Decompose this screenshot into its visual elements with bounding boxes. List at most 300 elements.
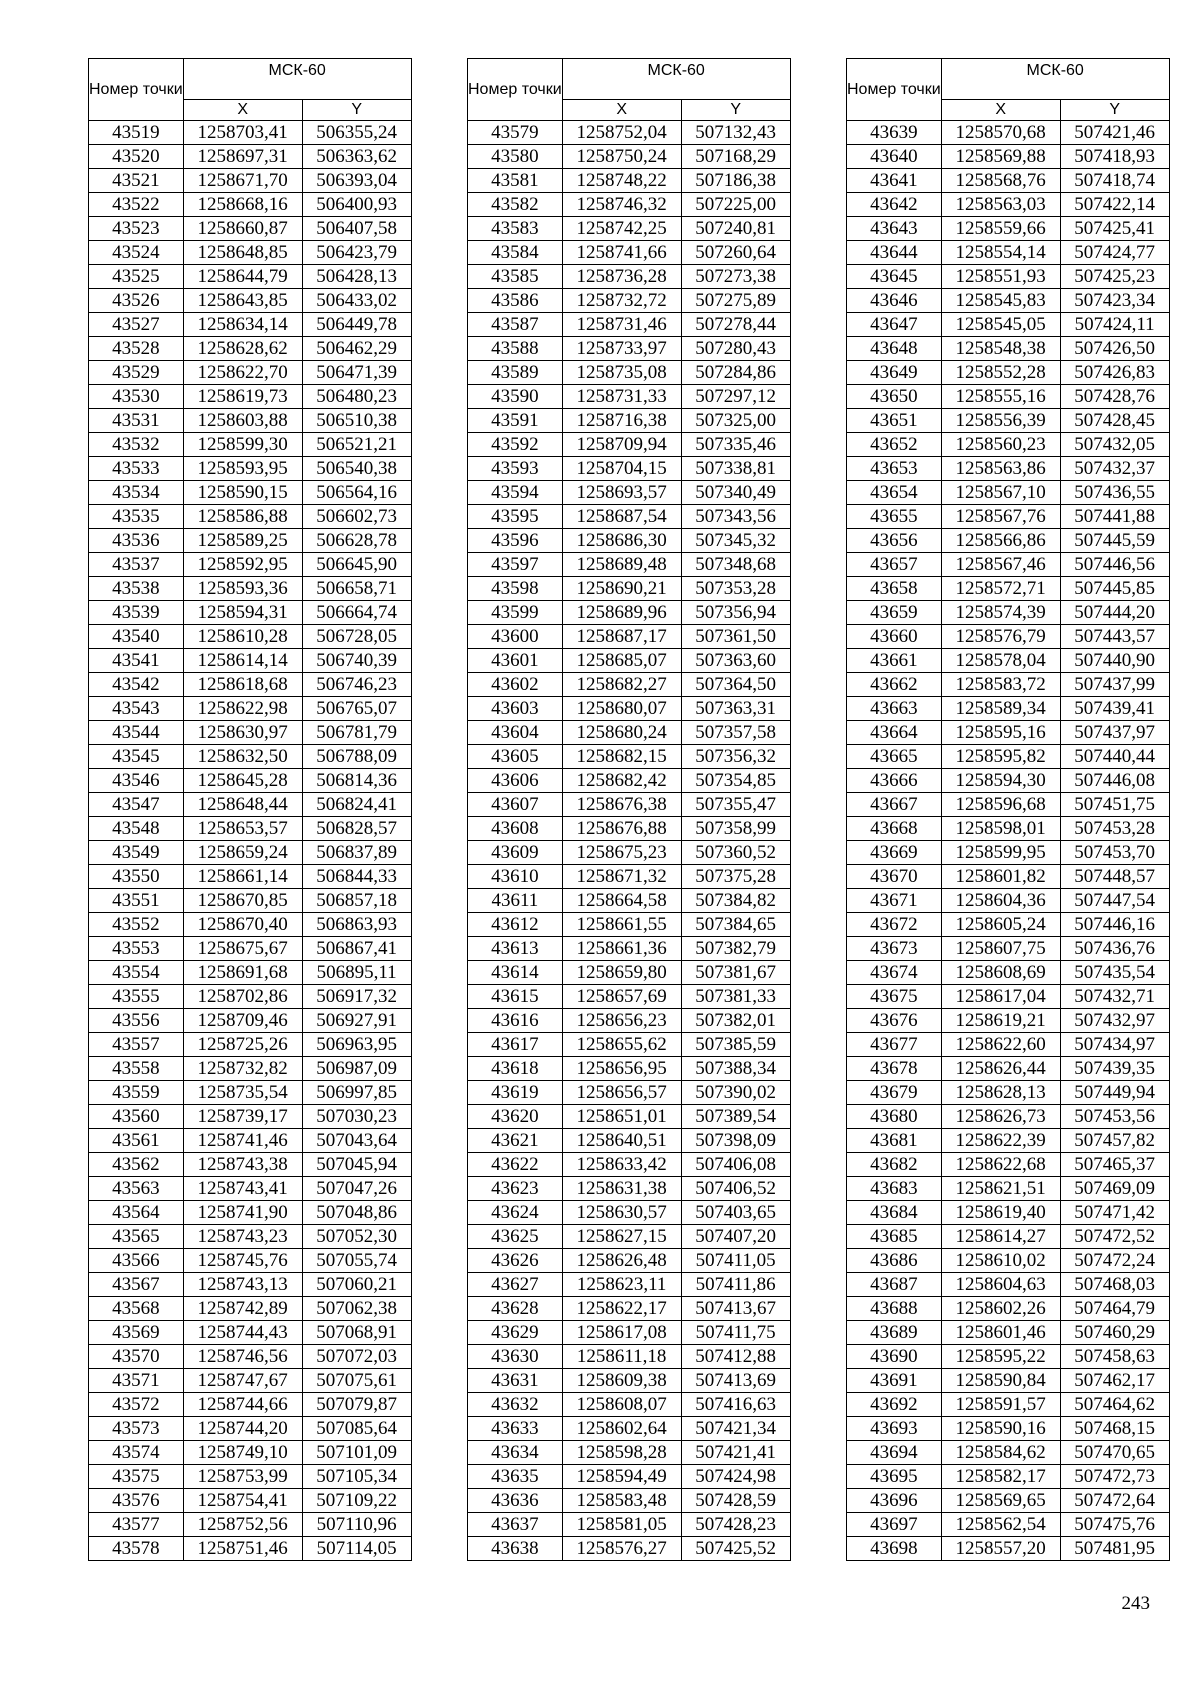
point-number-cell: 43596 — [468, 529, 563, 553]
y-coordinate-cell: 507240,81 — [681, 217, 790, 241]
table-row — [89, 1465, 412, 1489]
table-row — [89, 937, 412, 961]
y-coordinate-cell: 507356,32 — [681, 745, 790, 769]
x-coordinate-cell: 1258676,88 — [562, 817, 681, 841]
y-coordinate-cell: 507471,42 — [1060, 1201, 1169, 1225]
table-row — [847, 721, 1170, 745]
y-coordinate-cell: 507363,31 — [681, 697, 790, 721]
x-coordinate-cell: 1258686,30 — [562, 529, 681, 553]
x-coordinate-cell: 1258659,80 — [562, 961, 681, 985]
table-row — [847, 1105, 1170, 1129]
x-coordinate-cell: 1258584,62 — [941, 1441, 1060, 1465]
point-number-cell: 43587 — [468, 313, 563, 337]
y-coordinate-cell: 507447,54 — [1060, 889, 1169, 913]
point-number-cell: 43620 — [468, 1105, 563, 1129]
x-coordinate-cell: 1258731,46 — [562, 313, 681, 337]
point-number-cell: 43683 — [847, 1177, 942, 1201]
table-row — [847, 1537, 1170, 1561]
point-number-cell: 43545 — [89, 745, 184, 769]
y-coordinate-cell: 506844,33 — [302, 865, 411, 889]
table-row — [89, 1513, 412, 1537]
point-number-cell: 43536 — [89, 529, 184, 553]
y-coordinate-cell: 507462,17 — [1060, 1369, 1169, 1393]
y-coordinate-cell: 507424,98 — [681, 1465, 790, 1489]
table-row — [89, 1081, 412, 1105]
point-number-cell: 43542 — [89, 673, 184, 697]
x-coordinate-cell: 1258590,16 — [941, 1417, 1060, 1441]
table-row — [847, 1489, 1170, 1513]
x-coordinate-cell: 1258593,36 — [183, 577, 302, 601]
y-coordinate-cell: 507432,05 — [1060, 433, 1169, 457]
point-number-cell: 43563 — [89, 1177, 184, 1201]
x-coordinate-cell: 1258670,40 — [183, 913, 302, 937]
y-coordinate-cell: 507388,34 — [681, 1057, 790, 1081]
table-row — [89, 409, 412, 433]
y-coordinate-cell: 507432,37 — [1060, 457, 1169, 481]
point-number-cell: 43682 — [847, 1153, 942, 1177]
point-number-cell: 43574 — [89, 1441, 184, 1465]
x-coordinate-cell: 1258586,88 — [183, 505, 302, 529]
point-number-cell: 43519 — [89, 121, 184, 145]
table-row — [847, 385, 1170, 409]
x-coordinate-cell: 1258609,38 — [562, 1369, 681, 1393]
x-coordinate-cell: 1258671,32 — [562, 865, 681, 889]
point-number-cell: 43556 — [89, 1009, 184, 1033]
point-number-cell: 43589 — [468, 361, 563, 385]
point-number-cell: 43646 — [847, 289, 942, 313]
point-number-cell: 43554 — [89, 961, 184, 985]
coordinates-table-3 — [846, 58, 1170, 1561]
table-row — [89, 985, 412, 1009]
table-row — [847, 1009, 1170, 1033]
y-coordinate-cell: 507464,79 — [1060, 1297, 1169, 1321]
x-coordinate-cell: 1258619,40 — [941, 1201, 1060, 1225]
table-row — [468, 217, 791, 241]
point-number-cell: 43595 — [468, 505, 563, 529]
table-row — [847, 241, 1170, 265]
y-coordinate-cell: 507389,54 — [681, 1105, 790, 1129]
table-row — [89, 1105, 412, 1129]
y-coordinate-cell: 507460,29 — [1060, 1321, 1169, 1345]
point-number-cell: 43635 — [468, 1465, 563, 1489]
point-number-cell: 43608 — [468, 817, 563, 841]
x-coordinate-cell: 1258709,94 — [562, 433, 681, 457]
table-row — [847, 553, 1170, 577]
point-number-cell: 43671 — [847, 889, 942, 913]
x-coordinate-cell: 1258689,96 — [562, 601, 681, 625]
x-coordinate-cell: 1258682,27 — [562, 673, 681, 697]
crs-header: МСК-60 — [183, 59, 411, 100]
y-coordinate-cell: 507421,41 — [681, 1441, 790, 1465]
y-coordinate-cell: 507481,95 — [1060, 1537, 1169, 1561]
table-row — [847, 1297, 1170, 1321]
y-coordinate-cell: 507418,93 — [1060, 145, 1169, 169]
x-coordinate-cell: 1258743,41 — [183, 1177, 302, 1201]
table-row — [468, 1033, 791, 1057]
y-coordinate-cell: 507446,56 — [1060, 553, 1169, 577]
x-coordinate-cell: 1258744,43 — [183, 1321, 302, 1345]
point-number-cell: 43664 — [847, 721, 942, 745]
point-number-cell: 43615 — [468, 985, 563, 1009]
table-row — [468, 385, 791, 409]
point-number-cell: 43581 — [468, 169, 563, 193]
table-row — [89, 1153, 412, 1177]
point-number-cell: 43553 — [89, 937, 184, 961]
y-coordinate-cell: 507432,71 — [1060, 985, 1169, 1009]
x-coordinate-cell: 1258709,46 — [183, 1009, 302, 1033]
table-row — [89, 121, 412, 145]
table-row — [89, 1009, 412, 1033]
point-number-cell: 43695 — [847, 1465, 942, 1489]
point-number-cell: 43657 — [847, 553, 942, 577]
y-coordinate-cell: 507413,69 — [681, 1369, 790, 1393]
y-coordinate-cell: 507079,87 — [302, 1393, 411, 1417]
table-row — [89, 577, 412, 601]
point-number-cell: 43680 — [847, 1105, 942, 1129]
x-coordinate-cell: 1258659,24 — [183, 841, 302, 865]
point-number-cell: 43696 — [847, 1489, 942, 1513]
table-row — [89, 241, 412, 265]
y-coordinate-cell: 507060,21 — [302, 1273, 411, 1297]
table-row — [468, 505, 791, 529]
point-number-cell: 43580 — [468, 145, 563, 169]
x-coordinate-cell: 1258748,22 — [562, 169, 681, 193]
table-row — [468, 1105, 791, 1129]
x-coordinate-cell: 1258583,72 — [941, 673, 1060, 697]
table-row — [89, 1201, 412, 1225]
point-number-cell: 43633 — [468, 1417, 563, 1441]
table-row — [468, 1465, 791, 1489]
point-number-cell: 43662 — [847, 673, 942, 697]
point-number-cell: 43601 — [468, 649, 563, 673]
point-number-cell: 43531 — [89, 409, 184, 433]
table-row — [468, 481, 791, 505]
point-number-cell: 43659 — [847, 601, 942, 625]
y-coordinate-cell: 507406,52 — [681, 1177, 790, 1201]
point-number-cell: 43639 — [847, 121, 942, 145]
point-number-cell: 43675 — [847, 985, 942, 1009]
table-row — [468, 1009, 791, 1033]
x-coordinate-cell: 1258572,71 — [941, 577, 1060, 601]
x-coordinate-cell: 1258567,10 — [941, 481, 1060, 505]
x-coordinate-cell: 1258648,85 — [183, 241, 302, 265]
x-coordinate-cell: 1258680,24 — [562, 721, 681, 745]
point-number-cell: 43640 — [847, 145, 942, 169]
point-number-cell: 43588 — [468, 337, 563, 361]
table-row — [89, 1297, 412, 1321]
point-number-cell: 43613 — [468, 937, 563, 961]
y-coordinate-cell: 507423,34 — [1060, 289, 1169, 313]
point-number-cell: 43570 — [89, 1345, 184, 1369]
x-coordinate-cell: 1258687,17 — [562, 625, 681, 649]
y-coordinate-cell: 506867,41 — [302, 937, 411, 961]
table-row — [89, 337, 412, 361]
point-number-cell: 43606 — [468, 769, 563, 793]
x-coordinate-cell: 1258685,07 — [562, 649, 681, 673]
x-coordinate-cell: 1258630,97 — [183, 721, 302, 745]
point-number-cell: 43654 — [847, 481, 942, 505]
table-row — [468, 769, 791, 793]
table-row — [847, 217, 1170, 241]
y-coordinate-cell: 507468,03 — [1060, 1273, 1169, 1297]
x-coordinate-cell: 1258628,13 — [941, 1081, 1060, 1105]
x-coordinate-cell: 1258595,82 — [941, 745, 1060, 769]
x-coordinate-cell: 1258592,95 — [183, 553, 302, 577]
y-coordinate-cell: 507413,67 — [681, 1297, 790, 1321]
x-coordinate-cell: 1258556,39 — [941, 409, 1060, 433]
table-row — [468, 1057, 791, 1081]
table-row — [847, 1273, 1170, 1297]
point-number-cell: 43698 — [847, 1537, 942, 1561]
point-number-cell: 43557 — [89, 1033, 184, 1057]
point-number-cell: 43630 — [468, 1345, 563, 1369]
x-coordinate-cell: 1258702,86 — [183, 985, 302, 1009]
x-coordinate-cell: 1258682,42 — [562, 769, 681, 793]
x-coordinate-cell: 1258725,26 — [183, 1033, 302, 1057]
y-coordinate-cell: 506824,41 — [302, 793, 411, 817]
point-number-cell: 43656 — [847, 529, 942, 553]
y-coordinate-cell: 506645,90 — [302, 553, 411, 577]
x-coordinate-cell: 1258545,83 — [941, 289, 1060, 313]
table-row — [847, 1369, 1170, 1393]
table-row — [468, 697, 791, 721]
point-number-cell: 43558 — [89, 1057, 184, 1081]
point-number-cell: 43681 — [847, 1129, 942, 1153]
point-number-cell: 43689 — [847, 1321, 942, 1345]
x-coordinate-cell: 1258604,63 — [941, 1273, 1060, 1297]
table-row — [89, 673, 412, 697]
table-row — [468, 1177, 791, 1201]
y-coordinate-cell: 507424,11 — [1060, 313, 1169, 337]
point-number-cell: 43692 — [847, 1393, 942, 1417]
x-coordinate-cell: 1258743,38 — [183, 1153, 302, 1177]
y-coordinate-cell: 506927,91 — [302, 1009, 411, 1033]
point-number-cell: 43537 — [89, 553, 184, 577]
y-header: Y — [1060, 100, 1169, 121]
x-coordinate-cell: 1258551,93 — [941, 265, 1060, 289]
point-number-cell: 43560 — [89, 1105, 184, 1129]
point-number-cell: 43598 — [468, 577, 563, 601]
y-coordinate-cell: 507439,41 — [1060, 697, 1169, 721]
y-coordinate-cell: 507275,89 — [681, 289, 790, 313]
x-coordinate-cell: 1258745,76 — [183, 1249, 302, 1273]
x-coordinate-cell: 1258661,55 — [562, 913, 681, 937]
point-number-cell: 43549 — [89, 841, 184, 865]
y-coordinate-cell: 507047,26 — [302, 1177, 411, 1201]
point-number-cell: 43597 — [468, 553, 563, 577]
y-coordinate-cell: 507357,58 — [681, 721, 790, 745]
point-number-cell: 43572 — [89, 1393, 184, 1417]
table-row — [847, 1465, 1170, 1489]
y-coordinate-cell: 507472,24 — [1060, 1249, 1169, 1273]
x-coordinate-cell: 1258601,46 — [941, 1321, 1060, 1345]
x-coordinate-cell: 1258619,73 — [183, 385, 302, 409]
y-coordinate-cell: 507472,64 — [1060, 1489, 1169, 1513]
x-coordinate-cell: 1258622,17 — [562, 1297, 681, 1321]
table-row — [847, 313, 1170, 337]
table-row — [89, 529, 412, 553]
point-number-cell: 43535 — [89, 505, 184, 529]
y-coordinate-cell: 506407,58 — [302, 217, 411, 241]
y-coordinate-cell: 507472,52 — [1060, 1225, 1169, 1249]
point-number-cell: 43693 — [847, 1417, 942, 1441]
y-coordinate-cell: 507325,00 — [681, 409, 790, 433]
point-number-cell: 43575 — [89, 1465, 184, 1489]
y-coordinate-cell: 507398,09 — [681, 1129, 790, 1153]
y-coordinate-cell: 507382,79 — [681, 937, 790, 961]
table-row — [89, 697, 412, 721]
y-coordinate-cell: 507110,96 — [302, 1513, 411, 1537]
table-row — [847, 937, 1170, 961]
y-coordinate-cell: 506462,29 — [302, 337, 411, 361]
table-row — [468, 1537, 791, 1561]
point-number-cell: 43592 — [468, 433, 563, 457]
y-coordinate-cell: 507444,20 — [1060, 601, 1169, 625]
x-coordinate-cell: 1258648,44 — [183, 793, 302, 817]
y-coordinate-cell: 507443,57 — [1060, 625, 1169, 649]
x-coordinate-cell: 1258742,25 — [562, 217, 681, 241]
table-row — [89, 721, 412, 745]
table-row — [468, 145, 791, 169]
x-coordinate-cell: 1258598,28 — [562, 1441, 681, 1465]
x-coordinate-cell: 1258627,15 — [562, 1225, 681, 1249]
point-number-cell: 43579 — [468, 121, 563, 145]
point-number-cell: 43578 — [89, 1537, 184, 1561]
point-number-cell: 43564 — [89, 1201, 184, 1225]
point-number-cell: 43569 — [89, 1321, 184, 1345]
page-number: 243 — [1121, 1593, 1150, 1614]
table-row — [847, 193, 1170, 217]
y-coordinate-cell: 507360,52 — [681, 841, 790, 865]
table-row — [847, 697, 1170, 721]
x-coordinate-cell: 1258581,05 — [562, 1513, 681, 1537]
table-row — [468, 1297, 791, 1321]
y-coordinate-cell: 507428,23 — [681, 1513, 790, 1537]
x-coordinate-cell: 1258622,98 — [183, 697, 302, 721]
x-header: X — [941, 100, 1060, 121]
x-coordinate-cell: 1258569,88 — [941, 145, 1060, 169]
y-coordinate-cell: 507407,20 — [681, 1225, 790, 1249]
y-coordinate-cell: 507168,29 — [681, 145, 790, 169]
x-coordinate-cell: 1258630,57 — [562, 1201, 681, 1225]
x-coordinate-cell: 1258744,20 — [183, 1417, 302, 1441]
table-row — [468, 577, 791, 601]
point-number-cell: 43643 — [847, 217, 942, 241]
table-row — [847, 817, 1170, 841]
y-coordinate-cell: 506781,79 — [302, 721, 411, 745]
point-number-cell: 43550 — [89, 865, 184, 889]
point-number-cell: 43629 — [468, 1321, 563, 1345]
y-coordinate-cell: 507446,08 — [1060, 769, 1169, 793]
table-row — [89, 289, 412, 313]
y-coordinate-cell: 507048,86 — [302, 1201, 411, 1225]
point-number-cell: 43684 — [847, 1201, 942, 1225]
x-coordinate-cell: 1258741,46 — [183, 1129, 302, 1153]
point-number-cell: 43520 — [89, 145, 184, 169]
point-number-cell: 43605 — [468, 745, 563, 769]
y-coordinate-cell: 506857,18 — [302, 889, 411, 913]
table-row — [847, 793, 1170, 817]
table-row — [847, 1201, 1170, 1225]
table-row — [468, 1249, 791, 1273]
y-coordinate-cell: 507354,85 — [681, 769, 790, 793]
point-number-cell: 43599 — [468, 601, 563, 625]
y-coordinate-cell: 506510,38 — [302, 409, 411, 433]
point-number-cell: 43624 — [468, 1201, 563, 1225]
point-number-cell: 43525 — [89, 265, 184, 289]
point-number-cell: 43603 — [468, 697, 563, 721]
y-coordinate-cell: 506788,09 — [302, 745, 411, 769]
point-number-cell: 43678 — [847, 1057, 942, 1081]
y-coordinate-cell: 507356,94 — [681, 601, 790, 625]
x-coordinate-cell: 1258576,79 — [941, 625, 1060, 649]
point-number-cell: 43593 — [468, 457, 563, 481]
table-row — [468, 265, 791, 289]
y-coordinate-cell: 507428,76 — [1060, 385, 1169, 409]
y-coordinate-cell: 507385,59 — [681, 1033, 790, 1057]
y-coordinate-cell: 507432,97 — [1060, 1009, 1169, 1033]
point-number-cell: 43650 — [847, 385, 942, 409]
table-row — [89, 553, 412, 577]
y-coordinate-cell: 507284,86 — [681, 361, 790, 385]
y-coordinate-cell: 507384,65 — [681, 913, 790, 937]
x-coordinate-cell: 1258680,07 — [562, 697, 681, 721]
table-row — [847, 121, 1170, 145]
table-row — [847, 433, 1170, 457]
y-coordinate-cell: 506355,24 — [302, 121, 411, 145]
x-coordinate-cell: 1258607,75 — [941, 937, 1060, 961]
point-number-cell: 43668 — [847, 817, 942, 841]
y-coordinate-cell: 507458,63 — [1060, 1345, 1169, 1369]
point-number-header: Номер точки — [468, 59, 563, 121]
x-coordinate-cell: 1258604,36 — [941, 889, 1060, 913]
x-coordinate-cell: 1258661,14 — [183, 865, 302, 889]
point-number-cell: 43632 — [468, 1393, 563, 1417]
y-coordinate-cell: 507062,38 — [302, 1297, 411, 1321]
y-coordinate-cell: 507278,44 — [681, 313, 790, 337]
point-number-header: Номер точки — [847, 59, 942, 121]
table-row — [468, 961, 791, 985]
x-coordinate-cell: 1258742,89 — [183, 1297, 302, 1321]
point-number-cell: 43527 — [89, 313, 184, 337]
x-coordinate-cell: 1258657,69 — [562, 985, 681, 1009]
x-coordinate-cell: 1258578,04 — [941, 649, 1060, 673]
y-coordinate-cell: 506423,79 — [302, 241, 411, 265]
table-row — [468, 553, 791, 577]
x-coordinate-cell: 1258583,48 — [562, 1489, 681, 1513]
table-row — [89, 457, 412, 481]
table-row — [89, 1225, 412, 1249]
x-coordinate-cell: 1258611,18 — [562, 1345, 681, 1369]
y-coordinate-cell: 507105,34 — [302, 1465, 411, 1489]
x-coordinate-cell: 1258656,23 — [562, 1009, 681, 1033]
x-coordinate-cell: 1258668,16 — [183, 193, 302, 217]
table-row — [468, 865, 791, 889]
point-number-cell: 43609 — [468, 841, 563, 865]
point-number-cell: 43673 — [847, 937, 942, 961]
y-coordinate-cell: 507075,61 — [302, 1369, 411, 1393]
y-coordinate-cell: 507418,74 — [1060, 169, 1169, 193]
y-coordinate-cell: 507426,50 — [1060, 337, 1169, 361]
x-coordinate-cell: 1258569,65 — [941, 1489, 1060, 1513]
point-number-cell: 43619 — [468, 1081, 563, 1105]
table-row — [847, 409, 1170, 433]
x-coordinate-cell: 1258614,27 — [941, 1225, 1060, 1249]
point-number-cell: 43562 — [89, 1153, 184, 1177]
x-coordinate-cell: 1258594,30 — [941, 769, 1060, 793]
table-row — [847, 337, 1170, 361]
table-row — [89, 961, 412, 985]
